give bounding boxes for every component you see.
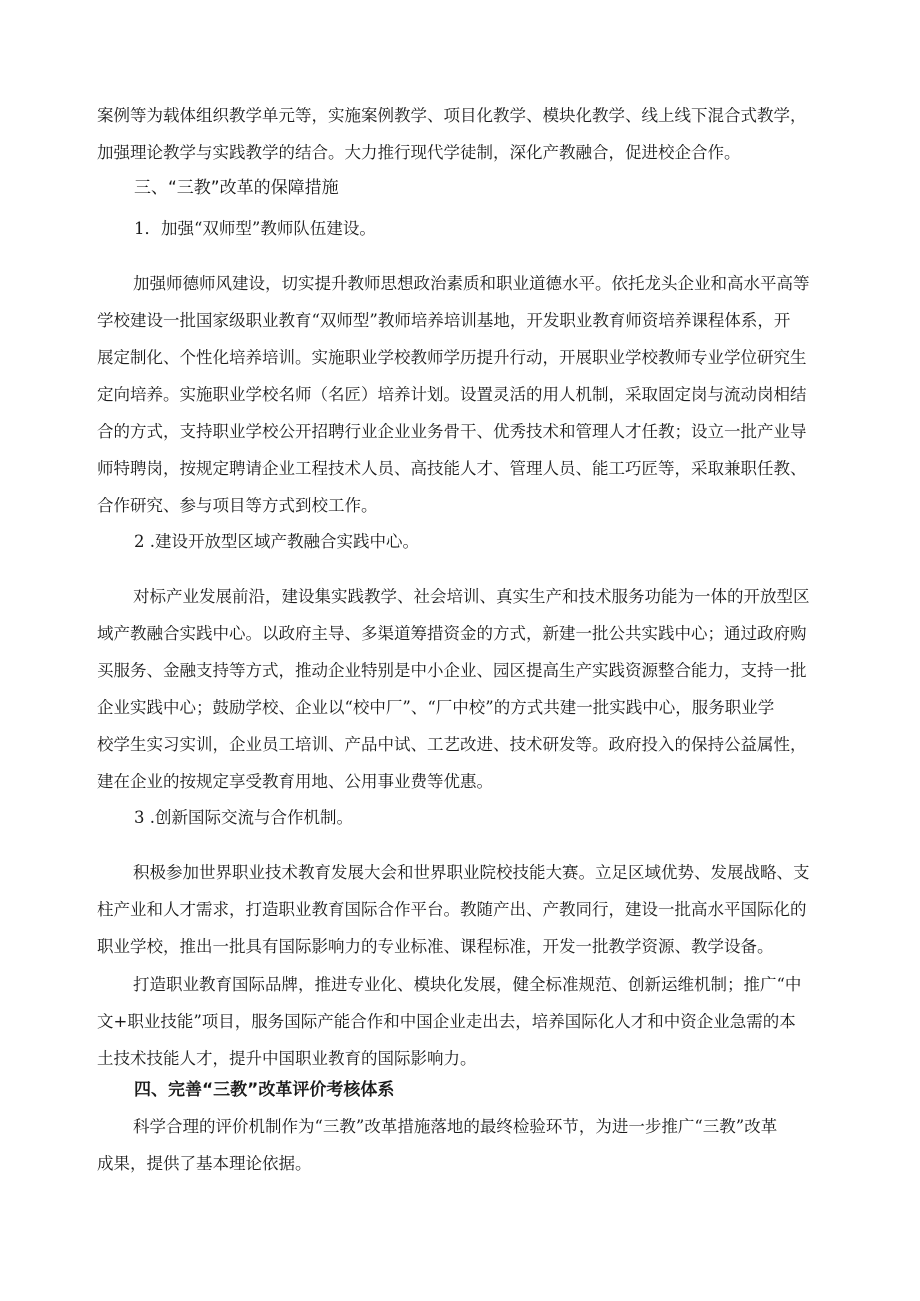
text-line: 柱产业和人才需求，打造职业教育国际合作平台。教随产出、产教同行，建设一批高水平国际化的 [97, 900, 807, 919]
text-line: 文+职业技能”项目，服务国际产能合作和中国企业走出去，培养国际化人才和中资企业急需的本 [97, 1012, 796, 1031]
section-3-heading: 三、“三教”改革的保障措施 [134, 178, 339, 198]
text-line: 建在企业的按规定享受教育用地、公用事业费等优惠。 [97, 772, 493, 791]
text-line: 学校建设一批国家级职业教育“双师型”教师培养培训基地，开发职业教育师资培养课程体系，开 [97, 311, 791, 330]
text-line: 展定制化、个性化培养培训。实施职业学校教师学历提升行动，开展职业学校教师专业学位研究生 [97, 348, 807, 367]
text-line: 域产教融合实践中心。以政府主导、多渠道筹措资金的方式，新建一批公共实践中心；通过政府购 [97, 624, 807, 643]
text-line: 对标产业发展前沿，建设集实践教学、社会培训、真实生产和技术服务功能为一体的开放型区 [133, 587, 810, 606]
section-4-heading: 四、完善“三教”改革评价考核体系 [134, 1080, 395, 1100]
section-4-paragraph [97, 1108, 833, 1182]
intro-paragraph [97, 97, 833, 171]
text-line: 加强师德师风建设，切实提升教师思想政治素质和职业道德水平。依托龙头企业和高水平高等 [133, 274, 810, 293]
text-line: 校学生实习实训，企业员工培训、产品中试、工艺改进、技术研发等。政府投入的保持公益属性， [97, 735, 807, 754]
text-line: 科学合理的评价机制作为“三教”改革措施落地的最终检验环节，为进一步推广“三教”改革 [133, 1117, 778, 1136]
text-line: 企业实践中心；鼓励学校、企业以“校中厂”、“厂中校”的方式共建一批实践中心，服务职业学 [97, 698, 775, 717]
item-1-title: 1．加强“双师型”教师队伍建设。 [134, 219, 376, 238]
text-line: 定向培养。实施职业学校名师（名匠）培养计划。设置灵活的用人机制，采取固定岗与流动岗相结 [97, 385, 807, 404]
item-2-title: 2 .建设开放型区域产教融合实践中心。 [134, 532, 419, 551]
item-2-paragraph [97, 578, 833, 800]
item-3-title: 3 .创新国际交流与合作机制。 [134, 808, 353, 827]
text-line: 打造职业教育国际品牌，推进专业化、模块化发展，健全标准规范、创新运维机制；推广“中 [133, 975, 802, 994]
text-line: 加强理论教学与实践教学的结合。大力推行现代学徒制，深化产教融合，促进校企合作。 [97, 143, 741, 162]
text-line: 合的方式，支持职业学校公开招聘行业企业业务骨干、优秀技术和管理人才任教；设立一批产业导 [97, 422, 807, 441]
text-line: 积极参加世界职业技术教育发展大会和世界职业院校技能大赛。立足区域优势、发展战略、支 [133, 863, 810, 882]
text-line: 买服务、金融支持等方式，推动企业特别是中小企业、园区提高生产实践资源整合能力，支持一批 [97, 661, 807, 680]
text-line: 案例等为载体组织教学单元等，实施案例教学、项目化教学、模块化教学、线上线下混合式教学， [97, 106, 807, 125]
text-line: 合作研究、参与项目等方式到校工作。 [97, 496, 378, 515]
text-line: 成果，提供了基本理论依据。 [97, 1154, 312, 1173]
text-line: 师特聘岗，按规定聘请企业工程技术人员、高技能人才、管理人员、能工巧匠等，采取兼职任教、 [97, 459, 807, 478]
item-3-paragraph-b [97, 966, 833, 1077]
item-3-paragraph-a [97, 854, 833, 965]
item-1-paragraph [97, 265, 833, 524]
text-line: 土技术技能人才，提升中国职业教育的国际影响力。 [97, 1049, 477, 1068]
text-line: 职业学校，推出一批具有国际影响力的专业标准、课程标准，开发一批教学资源、教学设备。 [97, 937, 774, 956]
